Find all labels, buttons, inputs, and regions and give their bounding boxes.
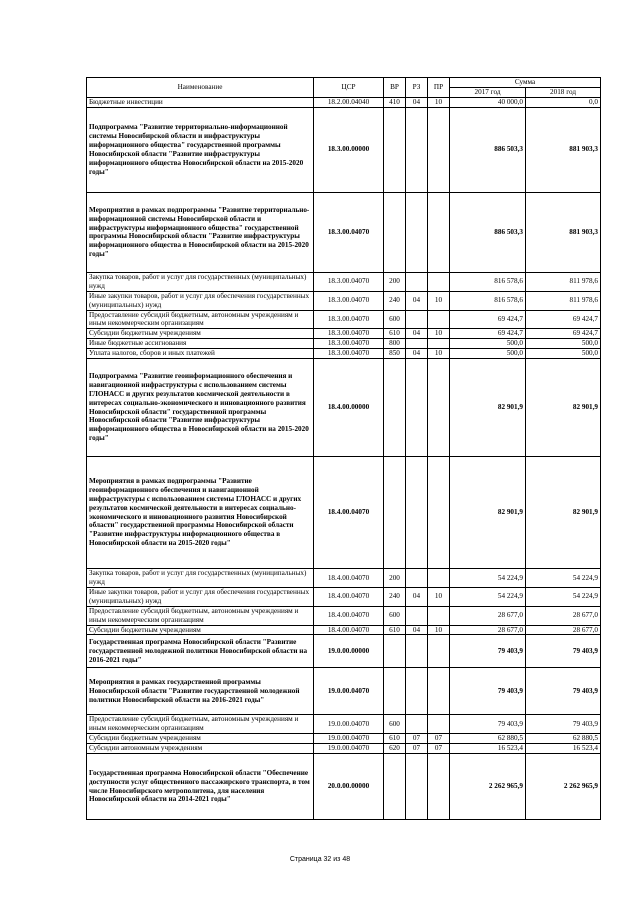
row-sum-2018: 82 901,9: [526, 457, 601, 569]
row-rz: 04: [406, 329, 428, 339]
row-rz: 07: [406, 744, 428, 754]
row-pr: 10: [428, 587, 450, 606]
row-pr: 10: [428, 291, 450, 310]
row-pr: [428, 606, 450, 625]
row-sum-2018: 54 224,9: [526, 569, 601, 588]
row-csr: 18.3.00.00000: [314, 107, 384, 192]
row-vr: 610: [384, 329, 406, 339]
row-pr: 10: [428, 329, 450, 339]
row-rz: 07: [406, 734, 428, 744]
row-name: Предоставление субсидий бюджетным, автономным учреждениям и иным некоммерческим организациям: [87, 606, 314, 625]
row-rz: 04: [406, 291, 428, 310]
row-csr: 19.0.00.04070: [314, 715, 384, 734]
row-sum-2017: 816 578,6: [450, 272, 526, 291]
row-sum-2018: 28 677,0: [526, 606, 601, 625]
row-sum-2018: 79 403,9: [526, 668, 601, 715]
row-name: Уплата налогов, сборов и иных платежей: [87, 349, 314, 359]
row-vr: 600: [384, 715, 406, 734]
col-header-vr: ВР: [384, 78, 406, 98]
row-sum-2017: 28 677,0: [450, 606, 526, 625]
row-sum-2017: 886 503,3: [450, 192, 526, 272]
row-sum-2017: 79 403,9: [450, 715, 526, 734]
row-sum-2017: 28 677,0: [450, 625, 526, 635]
row-rz: [406, 272, 428, 291]
row-name: Мероприятия в рамках подпрограммы "Развитие территориально-информационной системы Новосибирской области и инфраструктуры информационного общества" государственной программы Новосибирской области "Развитие инфраструктуры информационного общества в Новосибирской области на 2015-2020 годы": [87, 192, 314, 272]
row-sum-2018: 69 424,7: [526, 329, 601, 339]
row-rz: 04: [406, 98, 428, 108]
row-vr: [384, 192, 406, 272]
row-sum-2018: 54 224,9: [526, 587, 601, 606]
row-sum-2018: 79 403,9: [526, 715, 601, 734]
row-name: Бюджетные инвестиции: [87, 98, 314, 108]
row-name: Подпрограмма "Развитие геоинформационного обеспечения и навигационной инфраструктуры с использованием системы ГЛОНАСС и других результатов космической деятельности в интересах социально-экономического и инновационного развития Новосибирской области" государственной программы Новосибирской области "Развитие инфраструктуры информационного общества в Новосибирской области на 2015-2020 годы": [87, 359, 314, 457]
row-rz: 04: [406, 349, 428, 359]
row-sum-2017: 40 000,0: [450, 98, 526, 108]
row-sum-2018: 2 262 965,9: [526, 754, 601, 820]
row-sum-2017: 69 424,7: [450, 329, 526, 339]
row-rz: 04: [406, 625, 428, 635]
row-rz: [406, 635, 428, 668]
row-sum-2018: 500,0: [526, 349, 601, 359]
row-pr: [428, 457, 450, 569]
row-vr: [384, 754, 406, 820]
row-rz: [406, 359, 428, 457]
row-vr: [384, 635, 406, 668]
row-vr: 610: [384, 625, 406, 635]
row-vr: [384, 668, 406, 715]
row-vr: 600: [384, 310, 406, 329]
page-number: Страница 32 из 48: [289, 856, 351, 863]
row-rz: [406, 715, 428, 734]
table-row: [87, 569, 601, 588]
row-csr: 18.3.00.04070: [314, 349, 384, 359]
row-sum-2018: 16 523,4: [526, 744, 601, 754]
row-name: Закупка товаров, работ и услуг для государственных (муниципальных) нужд: [87, 569, 314, 588]
row-sum-2018: 500,0: [526, 339, 601, 349]
row-csr: 18.2.00.04040: [314, 98, 384, 108]
row-sum-2017: 82 901,9: [450, 457, 526, 569]
table-row: [87, 734, 601, 744]
row-sum-2017: 16 523,4: [450, 744, 526, 754]
row-name: Субсидии бюджетным учреждениям: [87, 625, 314, 635]
row-name: Государственная программа Новосибирской области "Развитие государственной молодежной политики Новосибирской области на 2016-2021 годы": [87, 635, 314, 668]
row-pr: [428, 635, 450, 668]
row-pr: 10: [428, 625, 450, 635]
row-pr: [428, 339, 450, 349]
row-pr: 10: [428, 349, 450, 359]
row-pr: [428, 107, 450, 192]
row-name: Государственная программа Новосибирской области "Обеспечение доступности услуг общественного пассажирского транспорта, в том числе Новосибирского метрополитена, для населения Новосибирской области на 2014-2021 годы": [87, 754, 314, 820]
table-row: [87, 192, 601, 272]
row-sum-2017: 54 224,9: [450, 569, 526, 588]
table-row: [87, 625, 601, 635]
col-header-year-2017: 2017 год: [450, 88, 526, 98]
row-sum-2018: 62 880,5: [526, 734, 601, 744]
row-csr: 18.4.00.00000: [314, 359, 384, 457]
row-rz: [406, 569, 428, 588]
row-pr: [428, 359, 450, 457]
row-pr: [428, 192, 450, 272]
row-vr: 800: [384, 339, 406, 349]
table-row: [87, 272, 601, 291]
row-csr: 18.4.00.04070: [314, 587, 384, 606]
row-vr: 410: [384, 98, 406, 108]
row-rz: [406, 310, 428, 329]
row-sum-2018: 79 403,9: [526, 635, 601, 668]
row-vr: 240: [384, 587, 406, 606]
table-row: [87, 754, 601, 820]
table-row: [87, 457, 601, 569]
row-vr: 610: [384, 734, 406, 744]
row-name: Субсидии бюджетным учреждениям: [87, 329, 314, 339]
row-vr: 200: [384, 569, 406, 588]
row-sum-2018: 28 677,0: [526, 625, 601, 635]
row-csr: 18.4.00.04070: [314, 606, 384, 625]
row-sum-2018: 881 903,3: [526, 192, 601, 272]
table-row: [87, 635, 601, 668]
row-csr: 19.0.00.04070: [314, 744, 384, 754]
row-rz: [406, 107, 428, 192]
row-vr: 600: [384, 606, 406, 625]
row-sum-2017: 2 262 965,9: [450, 754, 526, 820]
row-name: Предоставление субсидий бюджетным, автономным учреждениям и иным некоммерческим организациям: [87, 715, 314, 734]
col-header-sum: Сумма: [450, 78, 601, 88]
row-rz: 04: [406, 587, 428, 606]
row-vr: 200: [384, 272, 406, 291]
row-pr: [428, 310, 450, 329]
row-name: Субсидии бюджетным учреждениям: [87, 734, 314, 744]
row-csr: 19.0.00.04070: [314, 734, 384, 744]
budget-table: [86, 77, 601, 820]
table-row: [87, 339, 601, 349]
row-pr: 07: [428, 744, 450, 754]
row-name: Субсидии автономным учреждениям: [87, 744, 314, 754]
row-pr: [428, 754, 450, 820]
row-sum-2018: 69 424,7: [526, 310, 601, 329]
row-vr: 620: [384, 744, 406, 754]
row-name: Иные закупки товаров, работ и услуг для обеспечения государственных (муниципальных) нужд: [87, 291, 314, 310]
table-body: [87, 98, 601, 820]
table-row: [87, 329, 601, 339]
row-pr: [428, 272, 450, 291]
row-csr: 18.3.00.04070: [314, 339, 384, 349]
row-rz: [406, 457, 428, 569]
row-csr: 18.4.00.04070: [314, 457, 384, 569]
row-rz: [406, 606, 428, 625]
row-csr: 18.3.00.04070: [314, 192, 384, 272]
row-csr: 18.4.00.04070: [314, 569, 384, 588]
row-name: Закупка товаров, работ и услуг для государственных (муниципальных) нужд: [87, 272, 314, 291]
table-row: [87, 587, 601, 606]
row-vr: 850: [384, 349, 406, 359]
row-name: Мероприятия в рамках государственной программы Новосибирской области "Развитие государственной молодежной политики Новосибирской области на 2016-2021 годы": [87, 668, 314, 715]
row-name: Мероприятия в рамках подпрограммы "Развитие геоинформационного обеспечения и навигационной инфраструктуры с использованием системы ГЛОНАСС и других результатов космической деятельности в интересах социально-экономического и инновационного развития Новосибирской области" государственной программы Новосибирской области "Развитие инфраструктуры информационного общества в Новосибирской области на 2015-2020 годы": [87, 457, 314, 569]
row-csr: 18.3.00.04070: [314, 291, 384, 310]
row-name: Предоставление субсидий бюджетным, автономным учреждениям и иным некоммерческим организациям: [87, 310, 314, 329]
row-vr: 240: [384, 291, 406, 310]
row-rz: [406, 668, 428, 715]
row-name: Подпрограмма "Развитие территориально-информационной системы Новосибирской области и инфраструктуры информационного общества" государственной программы Новосибирской области "Развитие инфраструктуры информационного общества Новосибирской области на 2015-2020 годы": [87, 107, 314, 192]
col-header-pr: ПР: [428, 78, 450, 98]
row-vr: [384, 457, 406, 569]
row-sum-2017: 79 403,9: [450, 635, 526, 668]
row-sum-2017: 79 403,9: [450, 668, 526, 715]
row-vr: [384, 359, 406, 457]
row-sum-2017: 500,0: [450, 339, 526, 349]
table-row: [87, 668, 601, 715]
row-name: Иные закупки товаров, работ и услуг для обеспечения государственных (муниципальных) нужд: [87, 587, 314, 606]
table-row: [87, 107, 601, 192]
row-rz: [406, 754, 428, 820]
table-row: [87, 349, 601, 359]
table-row: [87, 606, 601, 625]
table-row: [87, 744, 601, 754]
row-name: Иные бюджетные ассигнования: [87, 339, 314, 349]
table-row: [87, 310, 601, 329]
row-sum-2018: 0,0: [526, 98, 601, 108]
row-sum-2018: 82 901,9: [526, 359, 601, 457]
row-csr: 19.0.00.04070: [314, 668, 384, 715]
table-row: [87, 98, 601, 108]
row-pr: 07: [428, 734, 450, 744]
row-pr: [428, 668, 450, 715]
row-sum-2018: 811 978,6: [526, 291, 601, 310]
col-header-year-2018: 2018 год: [526, 88, 601, 98]
row-csr: 18.3.00.04070: [314, 272, 384, 291]
row-sum-2017: 54 224,9: [450, 587, 526, 606]
table-row: [87, 291, 601, 310]
row-sum-2018: 881 903,3: [526, 107, 601, 192]
row-sum-2017: 500,0: [450, 349, 526, 359]
row-pr: [428, 569, 450, 588]
row-pr: [428, 715, 450, 734]
row-csr: 19.0.00.00000: [314, 635, 384, 668]
table-header: [87, 78, 601, 98]
row-sum-2017: 886 503,3: [450, 107, 526, 192]
row-csr: 20.0.00.00000: [314, 754, 384, 820]
table-row: [87, 715, 601, 734]
col-header-name: Наименование: [87, 78, 314, 98]
row-sum-2017: 82 901,9: [450, 359, 526, 457]
col-header-csr: ЦСР: [314, 78, 384, 98]
row-sum-2017: 62 880,5: [450, 734, 526, 744]
row-vr: [384, 107, 406, 192]
row-csr: 18.3.00.04070: [314, 310, 384, 329]
row-pr: 10: [428, 98, 450, 108]
row-csr: 18.4.00.04070: [314, 625, 384, 635]
table-row: [87, 359, 601, 457]
row-csr: 18.3.00.04070: [314, 329, 384, 339]
row-rz: [406, 192, 428, 272]
row-rz: [406, 339, 428, 349]
row-sum-2017: 69 424,7: [450, 310, 526, 329]
col-header-rz: РЗ: [406, 78, 428, 98]
row-sum-2018: 811 978,6: [526, 272, 601, 291]
row-sum-2017: 816 578,6: [450, 291, 526, 310]
